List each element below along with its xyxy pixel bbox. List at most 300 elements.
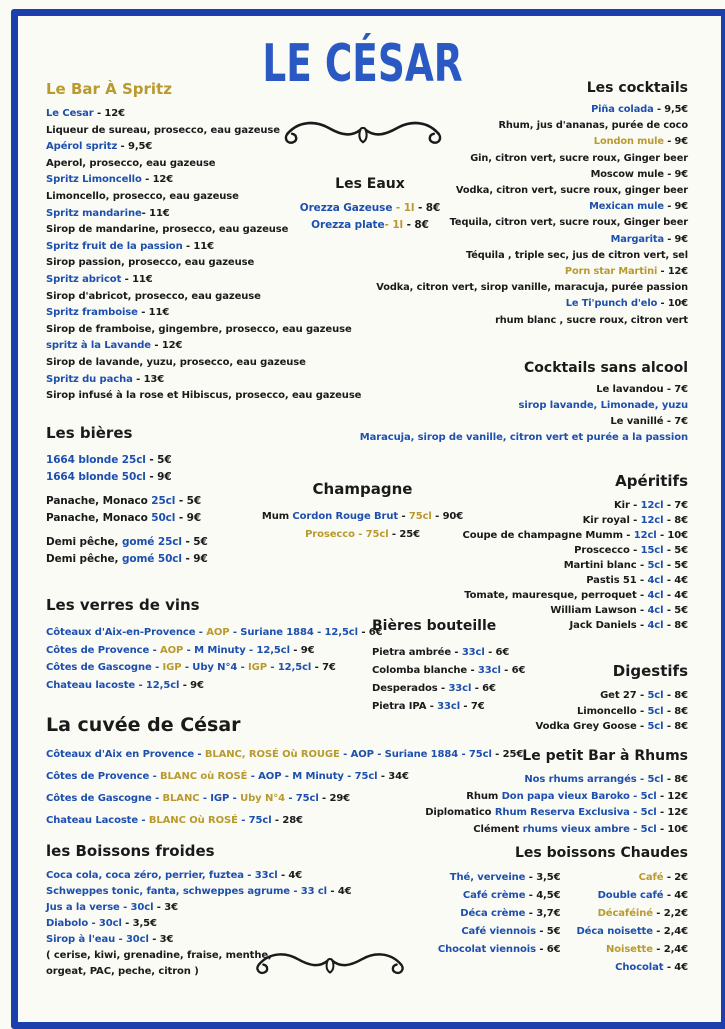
menu-line (360, 398, 688, 414)
section-verres-de-vins (46, 596, 383, 694)
menu-line-segment: Orezza plate (311, 219, 385, 231)
menu-line-segment: Côtes de Provence - (46, 644, 161, 656)
menu-line-segment: Déca noisette (576, 926, 653, 937)
menu-line-segment: Kir royal - (582, 515, 641, 526)
menu-line (46, 469, 208, 486)
menu-line-segment: - 7€ (311, 662, 336, 673)
menu-items-digestifs (536, 688, 688, 735)
menu-line-segment: - 12,5cl (267, 662, 312, 673)
section-title-digestifs: Digestifs (612, 662, 688, 680)
menu-line (372, 680, 525, 698)
menu-line-segment: - M Minuty - 12,5cl (183, 644, 290, 656)
menu-line-segment: Apérol spritz (46, 141, 118, 153)
menu-line-segment: 25cl (151, 495, 176, 507)
menu-line-segment: Panache, Monaco (46, 512, 152, 524)
menu-line-segment: - 10€ (656, 530, 688, 541)
menu-line-segment: Spritz Limoncello (46, 174, 142, 186)
menu-line-segment: BLANC, ROSÉ Où ROUGE (204, 749, 340, 760)
menu-line-segment: 12cl (633, 530, 657, 541)
menu-line (376, 232, 688, 248)
menu-items-verres-de-vins (46, 624, 383, 694)
menu-line (536, 688, 688, 704)
menu-line-segment: - Uby N°4 - (181, 662, 249, 673)
menu-line-segment: 5cl (647, 560, 664, 571)
menu-line-segment: - 3€ (153, 902, 178, 913)
menu-line (376, 215, 688, 231)
menu-line (46, 551, 208, 568)
menu-items-bieres-bouteille (372, 644, 525, 716)
menu-title: LE CÉSAR (262, 34, 463, 94)
menu-line-segment: Rhum Reserva Exclusiva - 5cl (494, 807, 657, 818)
menu-line (462, 513, 688, 528)
menu-line-segment: Demi pêche, (46, 553, 122, 565)
menu-line (376, 280, 688, 296)
menu-line (46, 338, 361, 355)
menu-line-segment: Thé, verveine (449, 872, 526, 883)
menu-line (372, 644, 525, 662)
menu-line (462, 498, 688, 513)
section-title-eaux: Les Eaux (335, 176, 405, 192)
menu-line-segment: - 5€ (145, 454, 172, 466)
menu-line (376, 151, 688, 167)
menu-line (376, 248, 688, 264)
menu-line-segment: Limoncello, prosecco, eau gazeuse (46, 190, 239, 202)
menu-line-segment: William Lawson - (550, 605, 648, 616)
menu-items-bieres (46, 452, 208, 568)
menu-items-aperitifs (462, 498, 688, 633)
menu-line-segment: 33cl (437, 701, 461, 712)
menu-line-segment: Vodka Grey Goose - (535, 721, 648, 732)
menu-line-segment: Clément (473, 823, 523, 835)
menu-line-segment: IGP (248, 662, 267, 673)
menu-line-segment: Liqueur de sureau, prosecco, eau gazeuse (46, 124, 280, 136)
menu-line-segment: Proscecco - (574, 545, 641, 556)
menu-line (425, 822, 688, 839)
menu-line-segment: Sirop de framboise, gingembre, prosecco, eau gazeuse (46, 323, 352, 335)
menu-line (576, 905, 688, 923)
menu-line-segment: - 1l (384, 219, 404, 231)
menu-line-segment: 4cl (647, 590, 664, 601)
menu-line (372, 698, 525, 716)
menu-line-segment: - 3€ (148, 934, 174, 945)
menu-line (46, 900, 352, 916)
menu-line-segment: 1664 blonde 25cl (46, 454, 146, 466)
section-title-petit-bar-a-rhums: Le petit Bar à Rhums (522, 748, 688, 764)
menu-line (576, 941, 688, 959)
menu-line (360, 414, 688, 430)
menu-line-segment: Vodka, citron vert, sirop vanille, maracuja, purée passion (376, 282, 688, 294)
menu-line-segment: ( cerise, kiwi, grenadine, fraise, menthe, (46, 950, 272, 961)
menu-line-segment: rhums vieux ambre - 5cl (522, 823, 657, 835)
menu-line-segment: Le lavandou - 7€ (596, 384, 688, 395)
menu-line-segment: AOP (160, 644, 184, 656)
menu-line-segment: Diplomatico (425, 807, 495, 818)
menu-line-segment: - 25€ (491, 749, 524, 760)
menu-line-segment: Café crème (462, 890, 526, 901)
menu-line-segment: - 2€ (663, 872, 688, 883)
menu-line (462, 618, 688, 633)
menu-line-segment: - 5€ (663, 560, 688, 571)
menu-line (255, 508, 470, 526)
menu-line-segment: Côtes de Gascogne - (46, 662, 163, 673)
menu-line-segment: - 6€ (357, 627, 383, 638)
menu-line-segment: Côteaux d'Aix en Provence - (46, 749, 205, 760)
menu-line (46, 527, 208, 534)
menu-line-segment: orgeat, PAC, peche, citron ) (46, 966, 199, 977)
menu-line-segment: - 12€ (151, 340, 183, 352)
menu-line (462, 573, 688, 588)
menu-line-segment: Limoncello - (576, 705, 648, 717)
flourish-divider-icon (250, 944, 410, 982)
menu-line-segment: Uby N°4 (240, 793, 285, 804)
menu-line-segment: 4cl (647, 605, 664, 616)
menu-line-segment: Noisette (605, 944, 653, 955)
menu-line-segment: - 29€ (318, 793, 351, 804)
menu-line (46, 868, 352, 884)
menu-line (438, 923, 561, 941)
section-title-boissons-froides: les Boissons froides (46, 842, 215, 860)
menu-line-segment: - 28€ (271, 815, 303, 826)
menu-line (576, 869, 688, 887)
menu-line-segment: - 34€ (377, 771, 409, 782)
menu-line-segment: - 6€ (484, 647, 510, 658)
menu-line-segment: IGP (162, 662, 182, 673)
menu-line-segment: - 4€ (663, 590, 688, 601)
menu-line-segment: - 5€ (181, 536, 208, 548)
menu-line-segment: Coca cola, coca zéro, perrier, fuztea - 33cl (46, 870, 278, 881)
section-title-cocktails: Les cocktails (586, 80, 688, 96)
menu-line-segment: - AOP - M Minuty - 75cl (247, 771, 378, 782)
section-title-aperitifs: Apéritifs (615, 472, 688, 490)
menu-items-petit-bar-a-rhums (425, 772, 688, 838)
menu-line-segment: Maracuja, sirop de vanille, citron vert et purée a la passion (359, 432, 688, 443)
menu-line-segment: - 8€ (663, 620, 688, 631)
menu-line (46, 255, 361, 272)
menu-line-segment: - IGP - (199, 793, 241, 804)
menu-line-segment: - (398, 511, 409, 522)
menu-line-segment: Get 27 - (600, 690, 648, 701)
menu-line-segment: Martini blanc - (563, 560, 648, 571)
menu-line-segment: Aperol, prosecco, eau gazeuse (46, 157, 216, 169)
menu-line-segment: - 2,4€ (652, 944, 688, 955)
menu-line-segment: - 8€ (663, 515, 688, 526)
menu-line (46, 642, 383, 660)
menu-line (46, 106, 361, 123)
menu-line-segment: Double café (597, 890, 664, 901)
menu-line-segment: - 9€ (145, 471, 172, 483)
menu-line (462, 528, 688, 543)
menu-line-segment: 33cl (448, 683, 472, 694)
menu-line-segment: 12cl (640, 515, 664, 526)
menu-line-segment: - 5€ (663, 605, 688, 616)
menu-line (376, 313, 688, 329)
menu-items-chaudes-left (438, 869, 561, 977)
menu-line-segment: Côtes de Provence - (46, 771, 161, 782)
menu-line-segment: - 8€ (414, 202, 441, 214)
menu-line (438, 905, 561, 923)
menu-line-segment: AOP (206, 627, 230, 638)
menu-line-segment: - 1l (392, 202, 415, 214)
menu-line-segment: - 8€ (663, 721, 688, 732)
menu-line-segment: BLANC où ROSÉ (160, 771, 248, 782)
menu-line-segment: - 25€ (388, 529, 420, 540)
menu-line (462, 558, 688, 573)
menu-line-segment: - 10€ (657, 298, 688, 310)
menu-line (46, 272, 361, 289)
section-title-cuvee-de-cesar: La cuvée de César (46, 714, 241, 736)
menu-line-segment: - Suriane 1884 - 12,5cl (229, 627, 358, 638)
menu-line (46, 659, 383, 677)
menu-line-segment: - 75cl (237, 815, 272, 826)
menu-line (536, 719, 688, 735)
menu-line-segment: 33cl (461, 647, 485, 658)
menu-line-segment: Déca crème (460, 908, 526, 919)
menu-line-segment: - 8€ (663, 705, 688, 717)
menu-line-segment: Tequila, citron vert, sucre roux, Ginger beer (449, 217, 688, 229)
menu-line (462, 603, 688, 618)
menu-line-segment: Cordon Rouge Brut (292, 511, 399, 522)
section-bieres (46, 424, 208, 568)
menu-line-segment: Spritz fruit de la passion (46, 240, 183, 252)
menu-line-segment: 4cl (647, 620, 664, 631)
menu-line-segment: 75cl (408, 511, 432, 522)
section-title-champagne: Champagne (312, 480, 413, 498)
menu-line-segment: - 12€ (141, 174, 174, 186)
menu-line-segment: - 6€ (471, 683, 496, 694)
menu-line (462, 543, 688, 558)
menu-line-segment: - 9€ (179, 679, 204, 691)
section-title-bieres: Les bières (46, 424, 133, 442)
menu-line-segment: rhum blanc , sucre roux, citron vert (495, 314, 688, 326)
menu-line-segment: - 12€ (656, 807, 688, 818)
menu-line (376, 199, 688, 215)
menu-line-segment: Spritz du pacha (46, 373, 133, 385)
menu-line-segment: - 11€ (121, 273, 153, 285)
menu-line (360, 382, 688, 398)
menu-line-segment: - 11€ (137, 307, 170, 319)
menu-line-segment: - 4€ (663, 575, 688, 586)
menu-line-segment: Sirop de lavande, yuzu, prosecco, eau gazeuse (46, 356, 306, 368)
menu-line-segment: Schweppes tonic, fanta, schweppes agrume - 33 cl (46, 886, 328, 897)
menu-line-segment: Gin, citron vert, sucre roux, Ginger beer (470, 152, 688, 164)
menu-line (46, 289, 361, 306)
menu-items-cocktails-sans-alcool (360, 382, 688, 446)
menu-line-segment: Chateau Lacoste - (46, 815, 149, 826)
menu-line-segment: Sirop de mandarine, prosecco, eau gazeuse (46, 224, 289, 236)
menu-line (46, 139, 361, 156)
menu-line (46, 452, 208, 469)
menu-line-segment: Pietra IPA - (372, 701, 438, 712)
menu-line (576, 887, 688, 905)
menu-line-segment: - 9€ (663, 136, 688, 148)
menu-line-segment: Don papa vieux Baroko - 5cl (501, 790, 657, 802)
menu-line (255, 526, 470, 544)
menu-line (46, 355, 361, 372)
menu-line-segment: London mule (593, 136, 664, 148)
menu-line-segment: Spritz abricot (46, 273, 122, 285)
menu-line-segment: Sirop à l'eau - 30cl (46, 934, 149, 945)
menu-line-segment: Le Ti'punch d'elo (565, 298, 658, 310)
menu-line-segment: Mexican mule (589, 201, 664, 213)
menu-line-segment: gomé 25cl (121, 536, 182, 548)
menu-line (360, 430, 688, 446)
menu-line (46, 510, 208, 527)
menu-line (376, 264, 688, 280)
menu-line-segment: Le Cesar (46, 108, 94, 119)
menu-line-segment: Le vanillé - 7€ (610, 416, 688, 427)
menu-line-segment: Jack Daniels - (569, 620, 648, 631)
menu-line-segment: - 10€ (656, 823, 688, 835)
section-title-boissons-chaudes: Les boissons Chaudes (514, 845, 688, 861)
menu-line-segment: Orezza Gazeuse (299, 202, 393, 214)
menu-items-champagne (255, 508, 470, 544)
menu-line-segment: Vodka, citron vert, sucre roux, ginger beer (455, 185, 688, 197)
menu-line-segment: - 7€ (460, 701, 485, 712)
menu-line (46, 493, 208, 510)
section-boissons-chaudes (438, 845, 688, 977)
menu-line-segment: - 9€ (663, 201, 688, 213)
menu-line (46, 624, 383, 642)
menu-line (46, 916, 352, 932)
section-bar-a-spritz (46, 80, 361, 405)
menu-line (46, 305, 361, 322)
menu-line-segment: - 8€ (663, 690, 688, 701)
section-digestifs (536, 662, 688, 735)
section-title-bar-a-spritz: Le Bar À Spritz (46, 80, 172, 98)
menu-line-segment: Prosecco - 75cl (305, 529, 389, 540)
menu-line (372, 662, 525, 680)
menu-line-segment: Chocolat (615, 962, 664, 973)
menu-line-segment: Côtes de Gascogne - (46, 793, 163, 804)
menu-line-segment: Chocolat viennois (437, 944, 536, 955)
menu-line-segment: Margarita (610, 233, 664, 245)
menu-line-segment: - 9,5€ (653, 104, 688, 115)
menu-line-segment: - 13€ (132, 373, 165, 385)
menu-line-segment: - 4,5€ (525, 890, 561, 901)
menu-line-segment: Coupe de champagne Mumm - (462, 530, 634, 541)
menu-line (576, 923, 688, 941)
menu-line-segment: - 75cl (284, 793, 319, 804)
menu-line-segment: 1664 blonde 50cl (46, 471, 146, 483)
menu-line-segment: Sirop passion, prosecco, eau gazeuse (46, 257, 255, 269)
menu-line-segment: - 8€ (663, 774, 688, 785)
menu-line-segment: Téquila , triple sec, jus de citron vert, sel (465, 249, 688, 261)
menu-line (46, 123, 361, 140)
menu-line (425, 789, 688, 806)
menu-line-segment: Panache, Monaco (46, 495, 152, 507)
menu-line-segment: - 11€ (182, 240, 214, 252)
menu-line (46, 884, 352, 900)
menu-line (438, 887, 561, 905)
menu-line-segment: sirop lavande, Limonade, yuzu (518, 400, 688, 411)
menu-line (46, 239, 361, 256)
menu-line-segment: Rhum (466, 790, 502, 802)
menu-line (46, 486, 208, 493)
menu-line-segment: - 4€ (277, 870, 303, 881)
menu-line-segment: - 12€ (93, 108, 125, 119)
menu-line-segment: - 9€ (289, 644, 315, 656)
menu-line-segment: - 6€ (535, 944, 561, 955)
menu-line-segment: - 4€ (327, 886, 352, 897)
menu-line-segment: - 2,2€ (652, 908, 688, 919)
menu-line-segment: Pietra ambrée - (372, 647, 462, 658)
menu-line-segment: Côteaux d'Aix-en-Provence - (46, 627, 207, 638)
menu-line-segment: Mum (261, 511, 293, 522)
menu-line (46, 156, 361, 173)
menu-line-segment: - 11€ (141, 207, 170, 219)
menu-line-segment: - 90€ (431, 511, 464, 522)
menu-line-segment: - 12€ (656, 790, 688, 802)
menu-line-segment: - 9€ (663, 233, 688, 245)
menu-line-segment: Desperados - (372, 683, 449, 694)
menu-line (376, 118, 688, 134)
menu-line-segment: Demi pêche, (46, 536, 122, 548)
boissons-chaudes-columns (438, 869, 688, 977)
menu-line-segment: - 9€ (175, 512, 202, 524)
menu-line (46, 322, 361, 339)
menu-line-segment: Porn star Martini (564, 266, 658, 278)
menu-line-segment: Spritz framboise (46, 307, 138, 319)
menu-line-segment: 12cl (640, 500, 664, 511)
section-petit-bar-a-rhums (425, 748, 688, 838)
menu-line (376, 183, 688, 199)
menu-line-segment: - 6€ (500, 665, 526, 676)
section-champagne (255, 480, 470, 544)
menu-line (425, 805, 688, 822)
menu-line-segment: Tomate, mauresque, perroquet - (464, 590, 648, 601)
menu-line (462, 588, 688, 603)
menu-line-segment: Sirop d'abricot, prosecco, eau gazeuse (46, 290, 261, 302)
menu-line (576, 959, 688, 977)
menu-line-segment: BLANC Où ROSÉ (148, 815, 238, 826)
menu-line (536, 704, 688, 720)
menu-line-segment: Chateau lacoste - 12,5cl (46, 679, 180, 691)
menu-line-segment: Kir - (613, 500, 641, 511)
menu-line-segment: - 5€ (175, 495, 202, 507)
menu-line-segment: 4cl (647, 575, 664, 586)
menu-line-segment: - 3,5€ (525, 872, 561, 883)
menu-line-segment: - 9,5€ (117, 141, 153, 153)
menu-line-segment: Café viennois (461, 926, 536, 937)
section-cocktails (376, 80, 688, 329)
menu-line (46, 534, 208, 551)
menu-line-segment: Pastis 51 - (586, 575, 648, 586)
menu-line (438, 941, 561, 959)
menu-line (438, 869, 561, 887)
menu-line-segment: - 2,4€ (652, 926, 688, 937)
menu-line-segment: BLANC (162, 793, 200, 804)
menu-line-segment: Moscow mule - 9€ (590, 168, 688, 180)
menu-line-segment: - 5€ (535, 926, 561, 937)
section-title-bieres-bouteille: Bières bouteille (372, 618, 497, 634)
menu-line (46, 677, 383, 695)
menu-line (376, 102, 688, 118)
menu-items-cocktails (376, 102, 688, 329)
menu-line-segment: Nos rhums arrangés - 5cl (524, 774, 664, 785)
menu-line-segment: Diabolo - 30cl (46, 918, 122, 929)
menu-line (376, 296, 688, 312)
menu-line-segment: - AOP - Suriane 1884 - 75cl (339, 749, 492, 760)
menu-line-segment: - 12€ (657, 266, 688, 278)
menu-line-segment: - 5€ (663, 545, 688, 556)
menu-line-segment: Café (638, 872, 664, 883)
menu-line-segment: 15cl (640, 545, 664, 556)
menu-line-segment: 33cl (477, 665, 501, 676)
menu-line-segment: - 8€ (403, 219, 429, 231)
menu-line-segment: 5cl (647, 690, 664, 701)
menu-line-segment: Spritz mandarine (46, 207, 142, 219)
menu-line-segment: - 9€ (181, 553, 208, 565)
